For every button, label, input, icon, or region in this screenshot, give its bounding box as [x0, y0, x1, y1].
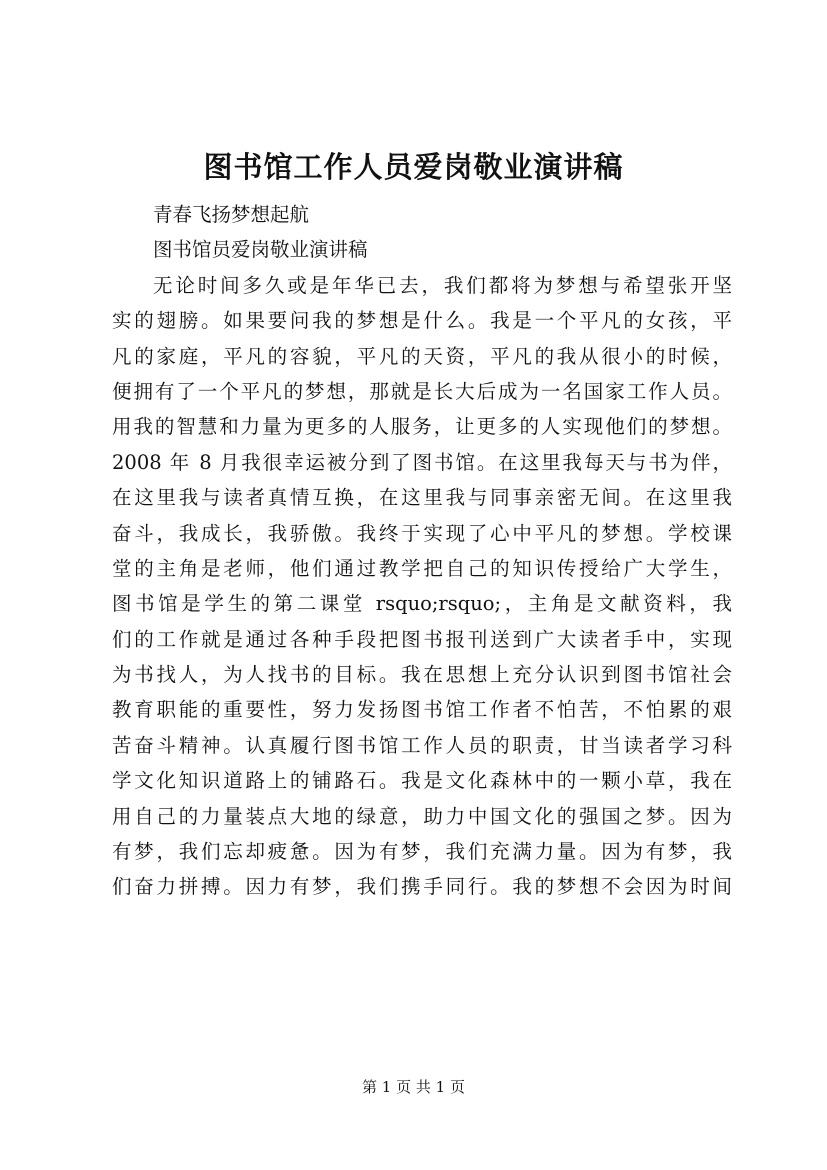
page-footer: 第 1 页 共 1 页 — [362, 1078, 465, 1096]
paragraph-line: 用自己的力量装点大地的绿意，助力中国文化的强国之梦。因为 — [112, 804, 732, 828]
paragraph-line: 苦奋斗精神。认真履行图书馆工作人员的职责，甘当读者学习科 — [112, 733, 732, 757]
document-body — [112, 197, 732, 905]
paragraph-line: 堂的主角是老师，他们通过教学把自己的知识传授给广大学生， — [112, 556, 732, 580]
paragraph-line: 实的翅膀。如果要问我的梦想是什么。我是一个平凡的女孩，平 — [112, 309, 732, 333]
paragraph-line: 们的工作就是通过各种手段把图书报刊送到广大读者手中，实现 — [112, 627, 732, 651]
subtitle-line: 图书馆员爱岗敬业演讲稿 — [153, 238, 368, 262]
paragraph-line: 有梦，我们忘却疲惫。因为有梦，我们充满力量。因为有梦，我 — [112, 840, 732, 864]
document-title: 图书馆工作人员爱岗敬业演讲稿 — [203, 150, 624, 184]
paragraph-line: 学文化知识道路上的铺路石。我是文化森林中的一颗小草，我在 — [112, 769, 732, 793]
paragraph-line: 们奋力拼搏。因力有梦，我们携手同行。我的梦想不会因为时间 — [112, 875, 732, 899]
paragraph-line: 2008 年 8 月我很幸运被分到了图书馆。在这里我每天与书为伴， — [112, 450, 732, 474]
paragraph-line: 教育职能的重要性，努力发扬图书馆工作者不怕苦，不怕累的艰 — [112, 698, 732, 722]
paragraph-line: 便拥有了一个平凡的梦想，那就是长大后成为一名国家工作人员。 — [112, 379, 732, 403]
paragraph-line: 为书找人，为人找书的目标。我在思想上充分认识到图书馆社会 — [112, 663, 732, 687]
paragraph-line: 图书馆是学生的第二课堂 rsquo;rsquo;，主角是文献资料，我 — [112, 592, 732, 616]
subtitle-line: 青春飞扬梦想起航 — [153, 203, 310, 226]
paragraph-line: 无论时间多久或是年华已去，我们都将为梦想与希望张开坚 — [153, 273, 732, 297]
paragraph-line: 奋斗，我成长，我骄傲。我终于实现了心中平凡的梦想。学校课 — [112, 521, 732, 545]
paragraph-line: 用我的智慧和力量为更多的人服务，让更多的人实现他们的梦想。 — [112, 415, 732, 439]
paragraph-line: 在这里我与读者真情互换，在这里我与同事亲密无间。在这里我 — [112, 486, 732, 510]
paragraph-line: 凡的家庭，平凡的容貌，平凡的天资，平凡的我从很小的时候， — [112, 344, 732, 368]
